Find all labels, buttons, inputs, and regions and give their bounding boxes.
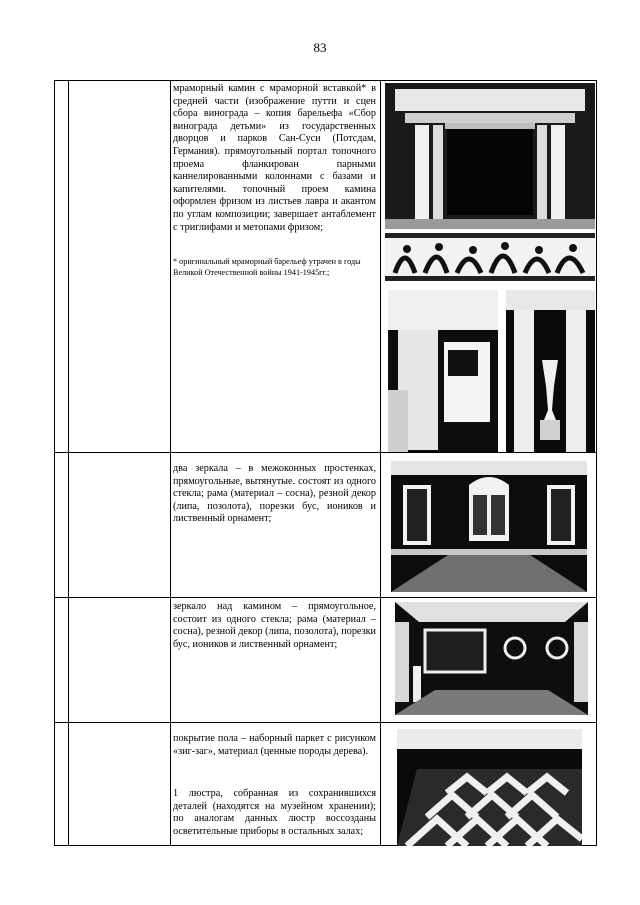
floor-description: покрытие пола – наборный паркет с рисунком «зиг-заг», материал (ценные породы дерева).: [173, 733, 376, 757]
fireplace-detail-photo: [388, 290, 498, 452]
parquet-photo: [397, 729, 582, 846]
relief-photo: [385, 233, 595, 281]
page-number: 83: [313, 40, 327, 55]
column-divider: [380, 80, 381, 846]
fireplace-description: мраморный камин с мраморной вставкой* в средней части (изображение путти и сцен сбора винограда – копия барельефа «Сбор винограда детьми» из государственных дворцов и парков Сан-Суси (Потсдам, Германия). прямоугольный портал топочного проема фланкирован парными каннелированными колоннами с базами и капителями. топочный проем камина оформлен фризом из листьев лавра и акантом по углам композиции; завершает антаблемент с триглифами и метопами фризом;: [173, 83, 376, 233]
chandelier-description: 1 люстра, собранная из сохранившихся деталей (находятся на музейном хранении); по аналогам данных люстр воссозданы осветительные приборы в остальных залах;: [173, 788, 376, 837]
row-divider: [54, 722, 597, 723]
hall-photo: [395, 602, 588, 715]
row-divider: [54, 597, 597, 598]
fireplace-photo: [385, 83, 595, 229]
fireplace-footnote: * оригинальный мраморный барельеф утрачен в годы Великой Отечественной войны 1941-1945гг.;: [173, 257, 361, 277]
column-divider: [170, 80, 171, 846]
mirror-over-fireplace-description: зеркало над камином – прямоугольное, состоит из одного стекла; рама (материал – сосна), резной декор (липа, позолота), порезки бус, иоников и лиственный орнамент;: [173, 601, 376, 650]
column-divider: [68, 80, 69, 846]
two-mirrors-description: два зеркала – в межоконных простенках, прямоугольные, вытянутые. состоят из одного стекла; рама (материал – сосна), резной декор (липа, позолота), порезки бус, иоников и лиственный орнамент;: [173, 463, 376, 525]
row-divider: [54, 452, 597, 453]
column-vase-photo: [506, 290, 595, 452]
mirrors-photo: [391, 461, 587, 592]
